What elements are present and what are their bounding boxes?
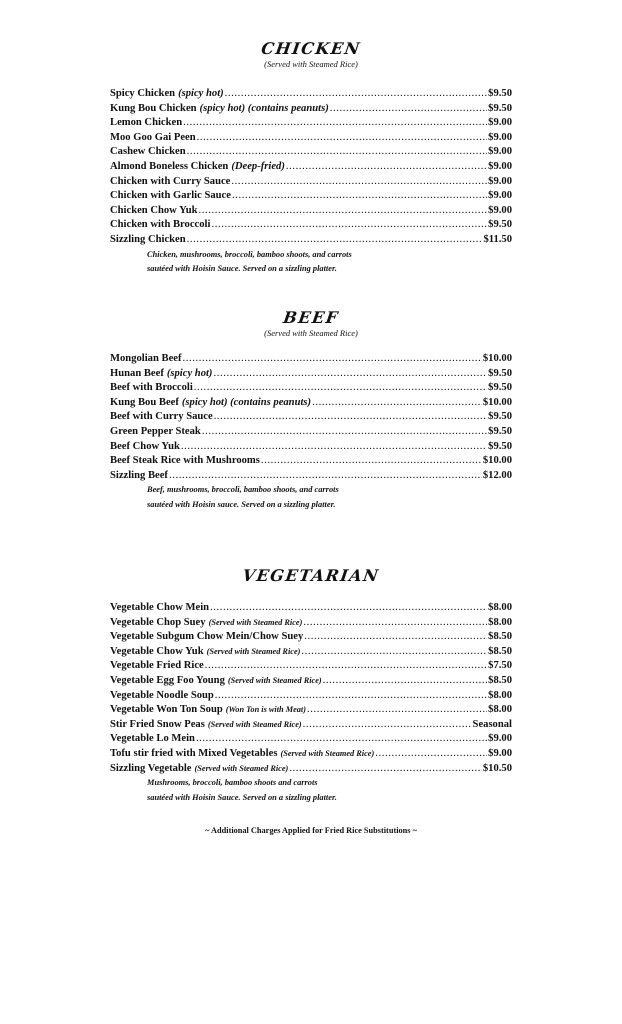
sizzling-description: sautéed with Hoisin sauce. Served on a sizzling platter. [147,499,336,509]
menu-item-name: Green Pepper Steak [110,425,201,437]
menu-item-name: Stir Fried Snow Peas [110,718,205,730]
menu-item [110,87,512,102]
menu-item [110,659,512,674]
menu-item-name: Chicken with Broccoli [110,219,211,231]
menu-item [110,218,512,233]
menu-item-name: Kung Bou Beef [110,396,179,408]
menu-item-price: $10.00 [482,396,512,408]
menu-item-name: Almond Boneless Chicken [110,160,229,172]
menu-item [110,630,512,645]
sizzling-description: Beef, mushrooms, broccoli, bamboo shoots, and carrots [147,485,339,495]
menu-item [110,352,512,367]
menu-item [110,131,512,146]
dot-leader [199,204,488,219]
menu-item-price: $9.00 [488,160,512,172]
dot-leader [181,440,487,455]
menu-item-name: Chicken with Curry Sauce [110,175,231,187]
beef-subtitle: (Served with Steamed Rice) [264,328,358,338]
menu-item-name: Vegetable Chow Yuk [110,645,204,657]
menu-item-price: $10.00 [482,353,512,364]
sizzling-description: Chicken, mushrooms, broccoli, bamboo shoots, and carrots [147,249,352,259]
dot-leader [210,601,487,616]
dot-leader [187,145,488,160]
menu-item-price: $7.50 [488,660,512,672]
menu-item-name: Beef with Curry Sauce [110,411,213,423]
chicken-title: CHICKEN [260,39,363,58]
menu-item [110,367,512,382]
menu-item [110,410,512,425]
menu-item-note: (Served with Steamed Rice) [208,617,303,627]
menu-item [110,440,512,455]
dot-leader [213,367,487,382]
menu-item [110,732,512,747]
beef-items [110,352,512,512]
menu-item-price: $8.50 [488,645,512,657]
menu-item-name: Vegetable Noodle Soup [110,689,214,701]
menu-item-note: (spicy hot) [166,367,213,379]
menu-item-name: Kung Bou Chicken [110,102,197,114]
menu-item-price: $8.00 [488,689,512,701]
menu-item-price: $9.50 [488,88,512,99]
menu-item-price: $9.50 [488,382,512,394]
menu-item-name: Sizzling Beef [110,469,168,481]
beef-section [0,309,622,338]
dot-leader [196,732,487,747]
dot-leader [261,454,482,469]
menu-item-note: (Served with Steamed Rice) [206,646,301,656]
dot-leader [375,747,487,762]
menu-item-name: Moo Goo Gai Peen [110,131,196,143]
menu-item-name: Vegetable Fried Rice [110,660,204,672]
menu-item-price: $9.00 [488,117,512,129]
menu-item [110,469,512,484]
dot-leader [197,131,488,146]
menu-item [110,381,512,396]
menu-item-price: Seasonal [472,718,512,730]
menu-item-note: (Deep-fried) [231,160,285,172]
dot-leader [215,689,487,704]
menu-item-price: $11.50 [483,233,512,245]
menu-item-price: $9.00 [488,146,512,158]
menu-item-name: Chicken with Garlic Sauce [110,190,231,202]
menu-item-price: $8.50 [488,674,512,686]
menu-item-name: Hunan Beef [110,367,164,379]
menu-item-name: Tofu stir fried with Mixed Vegetables [110,747,278,759]
menu-item-name: Vegetable Egg Foo Young [110,674,225,686]
menu-item [110,762,512,777]
menu-item [110,175,512,190]
dot-leader [183,352,482,367]
menu-item [110,747,512,762]
menu-item-note: (Served with Steamed Rice) [207,719,302,729]
menu-item-price: $10.50 [482,762,512,774]
menu-item [110,204,512,219]
dot-leader [211,218,487,233]
menu-item-name: Beef Steak Rice with Mushrooms [110,455,260,467]
dot-leader [232,189,487,204]
menu-item [110,645,512,660]
chicken-section [0,40,622,69]
menu-item [110,233,512,248]
dot-leader [304,630,487,645]
chicken-subtitle: (Served with Steamed Rice) [264,59,358,69]
menu-item [110,145,512,160]
dot-leader [183,116,487,131]
menu-item [110,454,512,469]
menu-item [110,718,512,733]
menu-item-price: $9.00 [488,131,512,143]
dot-leader [312,396,482,411]
menu-item-name: Chicken Chow Yuk [110,204,198,216]
menu-item-price: $9.00 [488,175,512,187]
dot-leader [303,616,487,631]
dot-leader [214,410,487,425]
menu-item [110,425,512,440]
menu-item [110,189,512,204]
fried-rice-footer-note: ~ Additional Charges Applied for Fried Rice Substitutions ~ [205,826,417,835]
menu-item-note: (spicy hot) (contains peanuts) [199,102,329,114]
menu-item [110,616,512,631]
menu-item-price: $10.00 [482,455,512,467]
menu-item-price: $9.50 [488,425,512,437]
menu-item-note: (spicy hot) (contains peanuts) [181,396,312,408]
menu-item-note: (Served with Steamed Rice) [194,763,289,773]
menu-item-price: $9.50 [488,411,512,423]
menu-item-name: Beef Chow Yuk [110,440,180,452]
menu-item-note: (spicy hot) [178,88,224,99]
menu-item-name: Beef with Broccoli [110,382,193,394]
menu-item-price: $8.50 [488,631,512,643]
chicken-items [110,87,512,277]
menu-item-price: $9.00 [488,204,512,216]
menu-item-note: (Won Ton is with Meat) [225,705,306,715]
sizzling-description: sautéed with Hoisin Sauce. Served on a sizzling platter. [147,792,337,802]
vegetarian-title: VEGETARIAN [241,566,381,585]
menu-item-price: $8.00 [488,616,512,628]
menu-item [110,102,512,117]
dot-leader [303,718,472,733]
menu-item-name: Spicy Chicken [110,88,176,99]
sizzling-description: sautéed with Hoisin Sauce. Served on a sizzling platter. [147,264,337,274]
dot-leader [202,425,487,440]
menu-item [110,116,512,131]
menu-item-price: $9.00 [488,733,512,745]
menu-item [110,689,512,704]
menu-item-price: $9.50 [488,440,512,452]
dot-leader [289,762,482,777]
menu-item-name: Lemon Chicken [110,117,183,129]
dot-leader [301,645,487,660]
menu-item-price: $8.00 [488,602,512,613]
menu-item-name: Mongolian Beef [110,353,182,364]
menu-item-name: Sizzling Vegetable [110,762,192,774]
menu-item [110,160,512,175]
menu-item [110,674,512,689]
menu-item-price: $9.00 [488,190,512,202]
dot-leader [307,703,487,718]
menu-item-price: $9.50 [488,367,512,379]
menu-item-price: $12.00 [482,469,512,481]
menu-item-name: Cashew Chicken [110,146,186,158]
menu-item-price: $9.50 [488,219,512,231]
dot-leader [187,233,483,248]
menu-item-name: Sizzling Chicken [110,233,186,245]
dot-leader [225,87,487,102]
dot-leader [169,469,482,484]
dot-leader [194,381,487,396]
dot-leader [205,659,487,674]
dot-leader [323,674,487,689]
dot-leader [330,102,487,117]
menu-item [110,396,512,411]
menu-item-name: Vegetable Chow Mein [110,602,210,613]
dot-leader [286,160,487,175]
menu-item-note: (Served with Steamed Rice) [227,675,322,685]
menu-item [110,601,512,616]
menu-item-price: $9.00 [488,747,512,759]
sizzling-description: Mushrooms, broccoli, bamboo shoots and carrots [147,778,318,788]
menu-item-name: Vegetable Lo Mein [110,733,195,745]
dot-leader [231,175,487,190]
vegetarian-items [110,601,512,805]
menu-item-price: $9.50 [488,102,512,114]
menu-item [110,703,512,718]
menu-item-price: $8.00 [488,704,512,716]
vegetarian-section [0,567,622,585]
menu-item-name: Vegetable Chop Suey [110,616,206,628]
beef-title: BEEF [282,308,341,327]
menu-item-name: Vegetable Won Ton Soup [110,704,223,716]
menu-item-note: (Served with Steamed Rice) [280,748,375,758]
menu-item-name: Vegetable Subgum Chow Mein/Chow Suey [110,631,304,643]
